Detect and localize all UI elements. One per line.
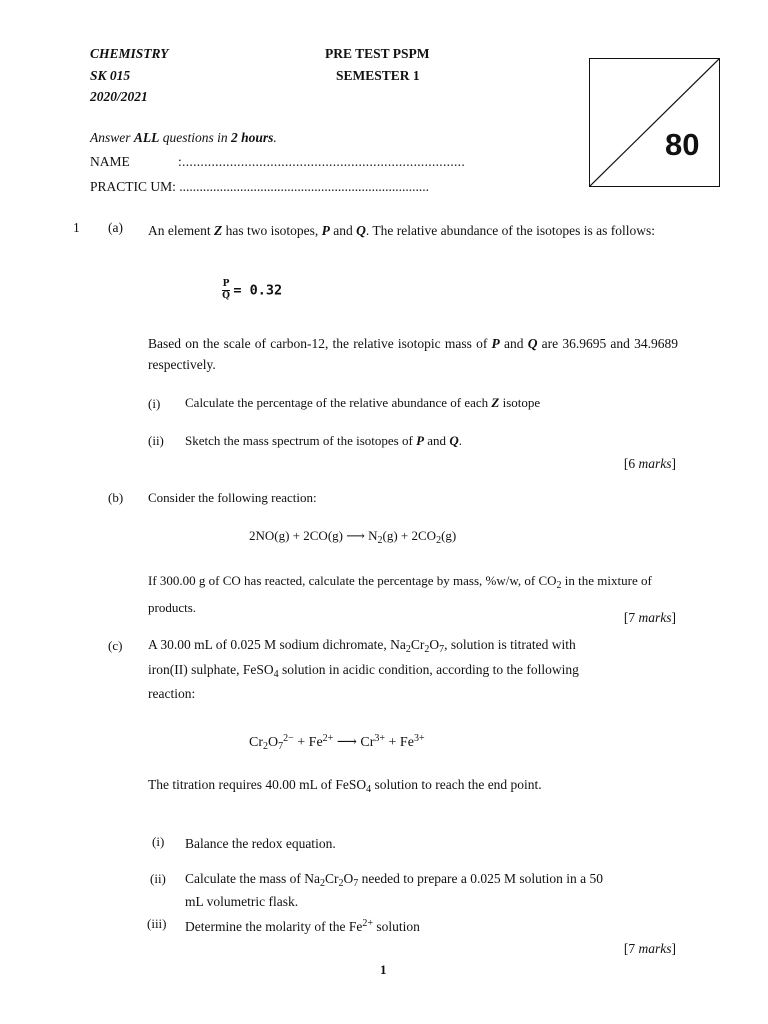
part-c-i-label: (i) — [152, 834, 165, 849]
exam-title: PRE TEST PSPM — [325, 46, 430, 61]
instruction: Answer ALL questions in 2 hours. — [90, 130, 277, 145]
part-c-i-text: Balance the redox equation. — [185, 836, 336, 851]
part-c-line-3: reaction: — [148, 686, 196, 701]
part-c-ii-text-2: mL volumetric flask. — [185, 894, 299, 909]
part-c-ii-text-1: Calculate the mass of $Na_2Cr_2O_7$ needed to prepare a 0.025 M solution in a 50 — [185, 871, 604, 889]
part-a-ii-text: Sketch the mass spectrum of the isotopes of P and Q. — [185, 433, 462, 448]
part-c-label: (c) — [108, 638, 123, 653]
name-field[interactable]: :............................................................................. — [178, 154, 466, 169]
course-code: SK 015 — [90, 68, 131, 83]
part-a-label: (a) — [108, 220, 123, 235]
part-b-question: If 300.00 g of CO has reacted, calculate the percentage by mass, %w/w, of $CO_2$ in the mixture of products. — [148, 573, 652, 615]
question-number: 1 — [73, 220, 80, 235]
titration-statement: The titration requires 40.00 mL of FeSO$_4$ solution to reach the end point. — [148, 777, 542, 795]
part-b-label: (b) — [108, 490, 124, 505]
subject: CHEMISTRY — [90, 46, 169, 61]
part-a-intro: An element Z has two isotopes, P and Q. The relative abundance of the isotopes is as follows: — [148, 223, 656, 238]
part-c-ii-label: (ii) — [150, 871, 166, 886]
reaction-equation-c: $Cr_2O_7^{2-} + Fe^{2+}$ ⟶ $Cr^{3+} + Fe^{3+}$ — [249, 733, 425, 752]
part-a-ii-label: (ii) — [148, 433, 164, 448]
part-a-masses: Based on the scale of carbon-12, the relative isotopic mass of P and Q are 36.9695 and 34.9689 respectively. — [148, 336, 678, 372]
practicum-field[interactable] — [90, 179, 429, 195]
part-a-i-text: Calculate the percentage of the relative abundance of each Z isotope — [185, 395, 541, 410]
part-b-intro: Consider the following reaction: — [148, 490, 317, 505]
part-c-marks: [7 marks] — [623, 941, 676, 956]
practicum-label: PRACTIC UM: — [90, 179, 180, 194]
part-b-marks: [7 marks] — [623, 610, 676, 625]
part-a-marks: [6 marks] — [623, 456, 676, 471]
reaction-equation-b: 2NO(g) + 2CO(g) ⟶ $N_2(g) + 2CO_2(g)$ — [249, 528, 457, 546]
part-c-line-1: A 30.00 mL of 0.025 M sodium dichromate, $Na_2Cr_2O_7$, solution is titrated with — [148, 637, 576, 655]
part-a-i-label: (i) — [148, 396, 161, 411]
name-label: NAME — [90, 154, 130, 169]
page-number: 1 — [380, 962, 387, 977]
session: 2020/2021 — [90, 89, 148, 104]
ratio-equation: $\frac{P}{Q}$ = 0.32 — [222, 279, 283, 301]
semester: SEMESTER 1 — [336, 68, 420, 83]
score: 80 — [665, 127, 700, 162]
score-box — [589, 58, 720, 187]
part-c-iii-label: (iii) — [147, 916, 167, 931]
practicum-line: .......................................................................... — [179, 179, 430, 194]
diagonal-line — [590, 59, 719, 186]
part-c-iii-text: Determine the molarity of the $Fe^{2+}$ solution — [185, 918, 420, 934]
part-c-line-2: iron(II) sulphate, FeSO$_4$ solution in acidic condition, according to the following — [148, 662, 579, 680]
